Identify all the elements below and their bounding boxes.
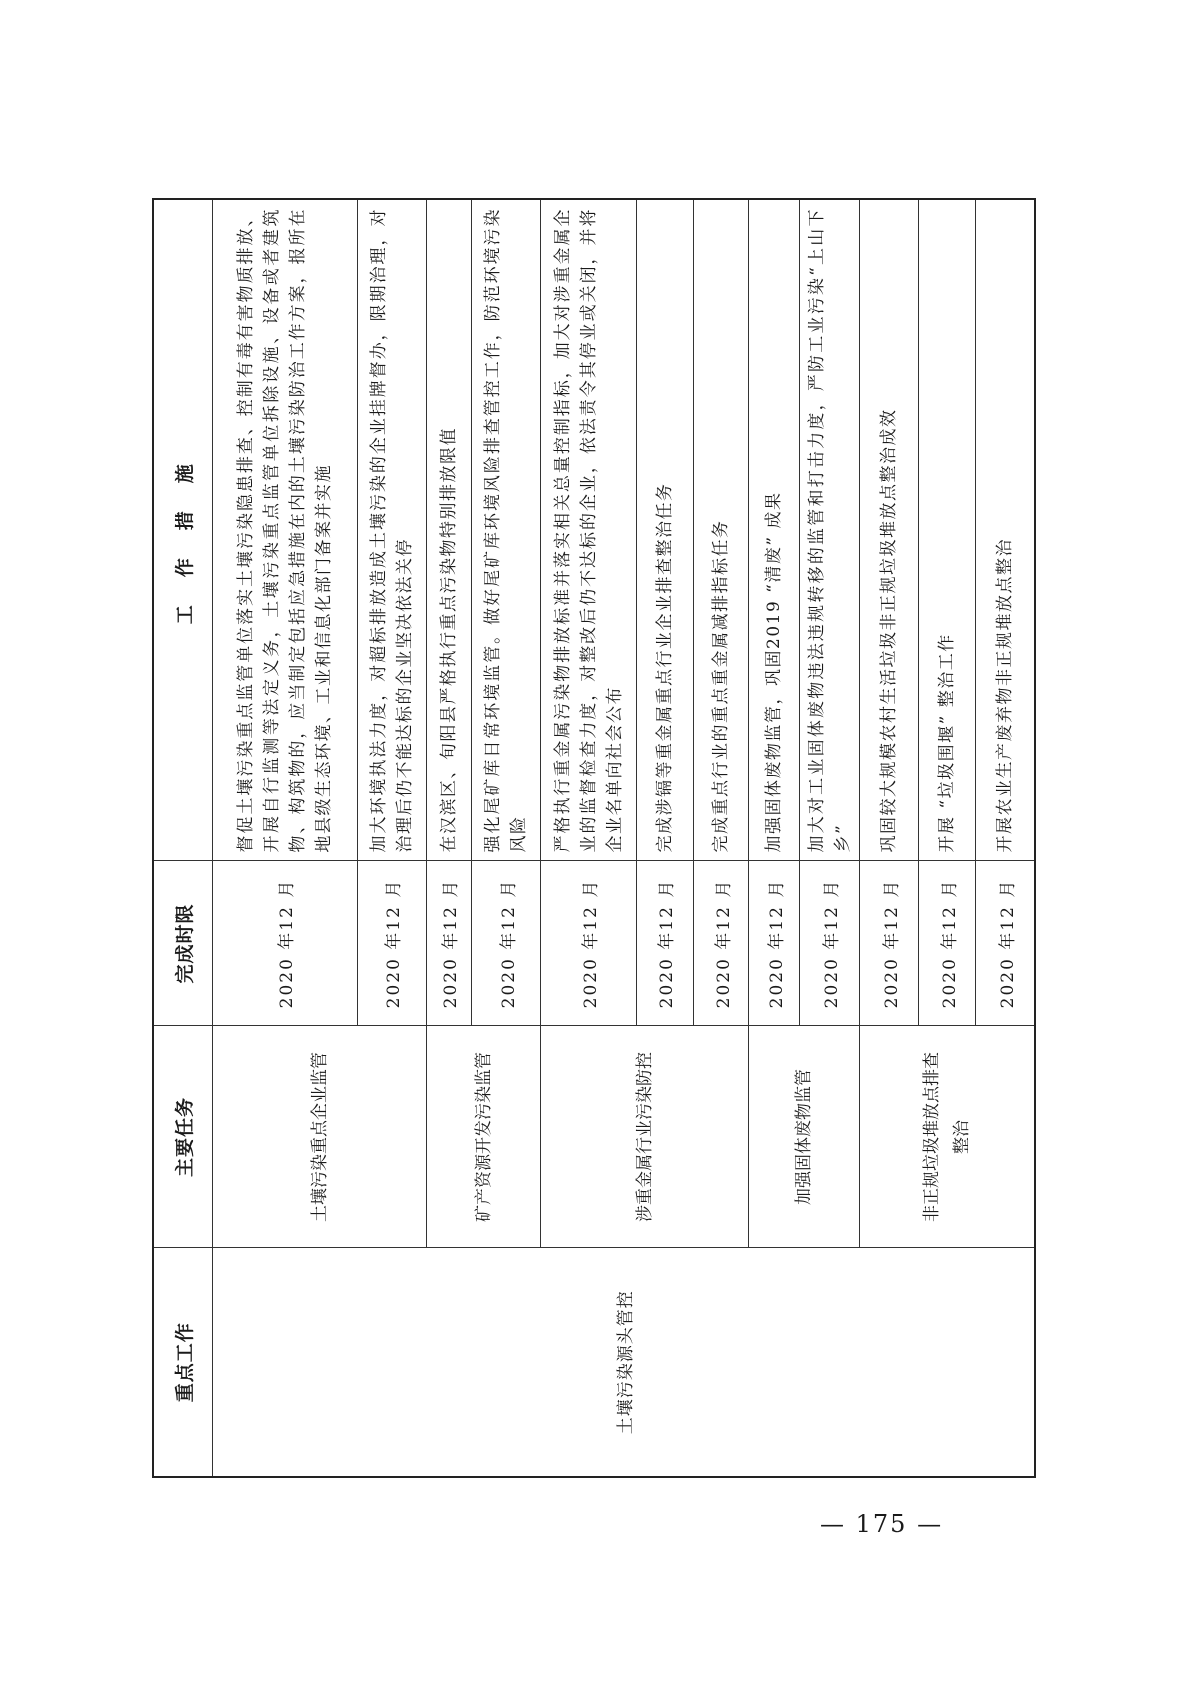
- task-cell: 非正规垃圾堆放点排查整治: [860, 1026, 1035, 1248]
- measure-cell: 完成重点行业的重点重金属减排指标任务: [694, 199, 749, 861]
- deadline-cell: 2020 年12 月: [694, 861, 749, 1026]
- deadline-cell: 2020 年12 月: [976, 861, 1035, 1026]
- measure-cell: 开展 “垃圾围堰” 整治工作: [919, 199, 976, 861]
- deadline-cell: 2020 年12 月: [357, 861, 426, 1026]
- table-header-row: [153, 199, 213, 1477]
- rotated-table-container: [152, 200, 1036, 1478]
- deadline-cell: 2020 年12 月: [860, 861, 919, 1026]
- deadline-cell: 2020 年12 月: [800, 861, 860, 1026]
- task-cell: 加强固体废物监管: [749, 1026, 860, 1248]
- measure-cell: 完成涉镉等重金属重点行业企业排查整治任务: [636, 199, 693, 861]
- header-measures: 工作措施: [153, 199, 213, 861]
- header-main-task: 主要任务: [153, 1026, 213, 1248]
- page-number: — 175 —: [820, 1510, 944, 1538]
- measure-cell: 在汉滨区、旬阳县严格执行重点污染物特别排放限值: [427, 199, 472, 861]
- table-row: [213, 199, 358, 1477]
- deadline-cell: 2020 年12 月: [427, 861, 472, 1026]
- work-measures-table: [152, 198, 1036, 1478]
- measure-cell: 强化尾矿库日常环境监管。做好尾矿库环境风险排查管控工作，防范环境污染风险: [471, 199, 540, 861]
- deadline-cell: 2020 年12 月: [919, 861, 976, 1026]
- deadline-cell: 2020 年12 月: [541, 861, 637, 1026]
- deadline-cell: 2020 年12 月: [471, 861, 540, 1026]
- header-deadline: 完成时限: [153, 861, 213, 1026]
- measure-cell: 加大环境执法力度，对超标排放造成土壤污染的企业挂牌督办，限期治理，对治理后仍不能达标的企业坚决依法关停: [357, 199, 426, 861]
- measure-cell: 加强固体废物监管，巩固2019 “清废” 成果: [749, 199, 800, 861]
- deadline-cell: 2020 年12 月: [636, 861, 693, 1026]
- measure-cell: 巩固较大规模农村生活垃圾非正规垃圾堆放点整治成效: [860, 199, 919, 861]
- deadline-cell: 2020 年12 月: [749, 861, 800, 1026]
- task-cell: 涉重金属行业污染防控: [541, 1026, 749, 1248]
- task-cell: 土壤污染重点企业监管: [213, 1026, 427, 1248]
- task-cell: 矿产资源开发污染监管: [427, 1026, 541, 1248]
- measure-cell: 督促土壤污染重点监管单位落实土壤污染隐患排查、控制有毒有害物质排放、开展自行监测等法定义务，土壤污染重点监管单位拆除设施、设备或者建筑物、构筑物的，应当制定包括应急措施在内的土壤污染防治工作方案，报所在地县级生态环境、工业和信息化部门备案并实施: [213, 199, 358, 861]
- category-cell: 土壤污染源头管控: [213, 1248, 1036, 1477]
- measure-cell: 开展农业生产废弃物非正规堆放点整治: [976, 199, 1035, 861]
- measure-cell: 严格执行重金属污染物排放标准并落实相关总量控制指标，加大对涉重金属企业的监督检查力度，对整改后仍不达标的企业，依法责令其停业或关闭，并将企业名单向社会公布: [541, 199, 637, 861]
- header-key-work: 重点工作: [153, 1248, 213, 1477]
- measure-cell: 加大对工业固体废物违法违规转移的监管和打击力度，严防工业污染“上山下乡”: [800, 199, 860, 861]
- deadline-cell: 2020 年12 月: [213, 861, 358, 1026]
